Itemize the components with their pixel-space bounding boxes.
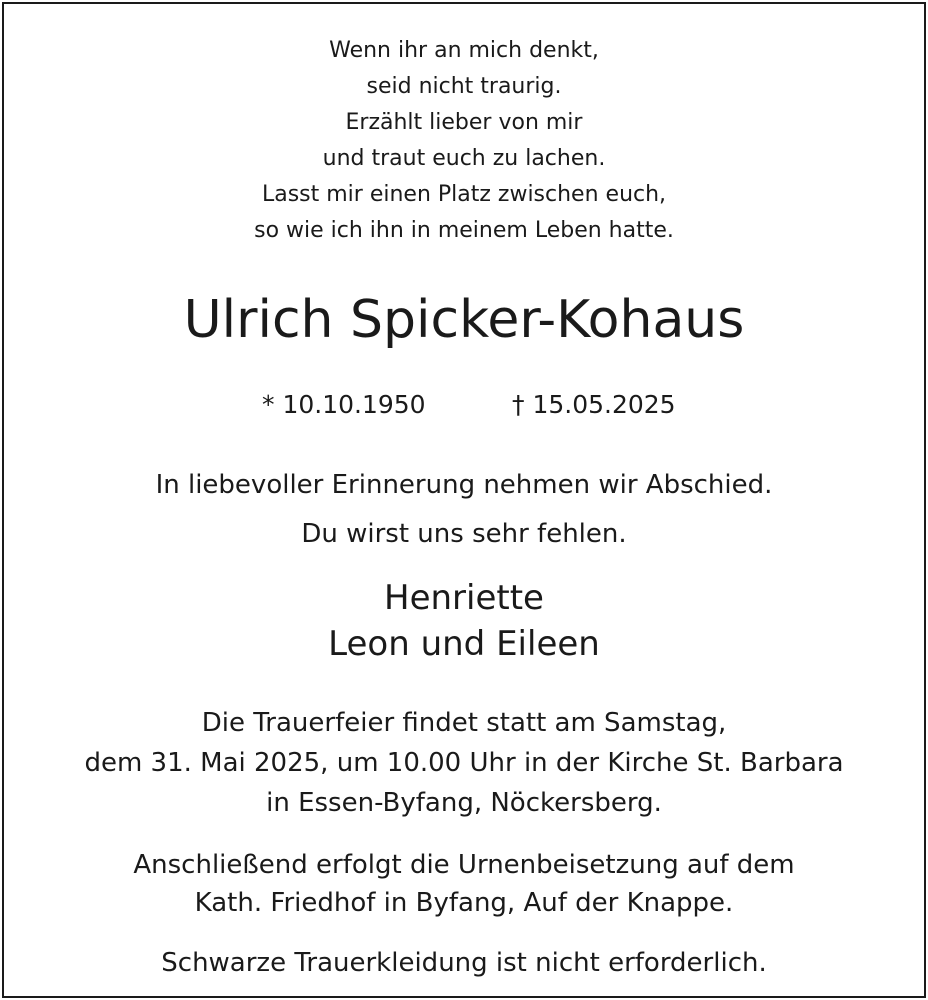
death-date: † 15.05.2025 bbox=[512, 390, 676, 419]
dress-note: Schwarze Trauerkleidung ist nicht erforderlich. bbox=[161, 948, 767, 978]
obituary-notice bbox=[2, 2, 926, 998]
mourner-name: Leon und Eileen bbox=[328, 624, 600, 664]
birth-date: * 10.10.1950 bbox=[262, 390, 426, 419]
burial-line: Kath. Friedhof in Byfang, Auf der Knappe. bbox=[194, 888, 734, 918]
mourner-name: Henriette bbox=[384, 578, 544, 618]
poem-line: Erzählt lieber von mir bbox=[345, 110, 583, 135]
farewell-line: Du wirst uns sehr fehlen. bbox=[301, 519, 627, 549]
deceased-name: Ulrich Spicker-Kohaus bbox=[183, 290, 745, 350]
service-line: in Essen-Byfang, Nöckersberg. bbox=[266, 788, 662, 818]
poem-line: Wenn ihr an mich denkt, bbox=[329, 38, 599, 63]
poem-line: seid nicht traurig. bbox=[366, 74, 562, 99]
poem-line: und traut euch zu lachen. bbox=[322, 146, 606, 171]
service-line: Die Trauerfeier findet statt am Samstag, bbox=[201, 708, 727, 738]
burial-line: Anschließend erfolgt die Urnenbeisetzung auf dem bbox=[133, 850, 795, 880]
poem-line: so wie ich ihn in meinem Leben hatte. bbox=[254, 218, 674, 243]
service-line: dem 31. Mai 2025, um 10.00 Uhr in der Kirche St. Barbara bbox=[84, 748, 844, 778]
farewell-line: In liebevoller Erinnerung nehmen wir Abschied. bbox=[155, 470, 773, 500]
poem-line: Lasst mir einen Platz zwischen euch, bbox=[261, 182, 667, 207]
